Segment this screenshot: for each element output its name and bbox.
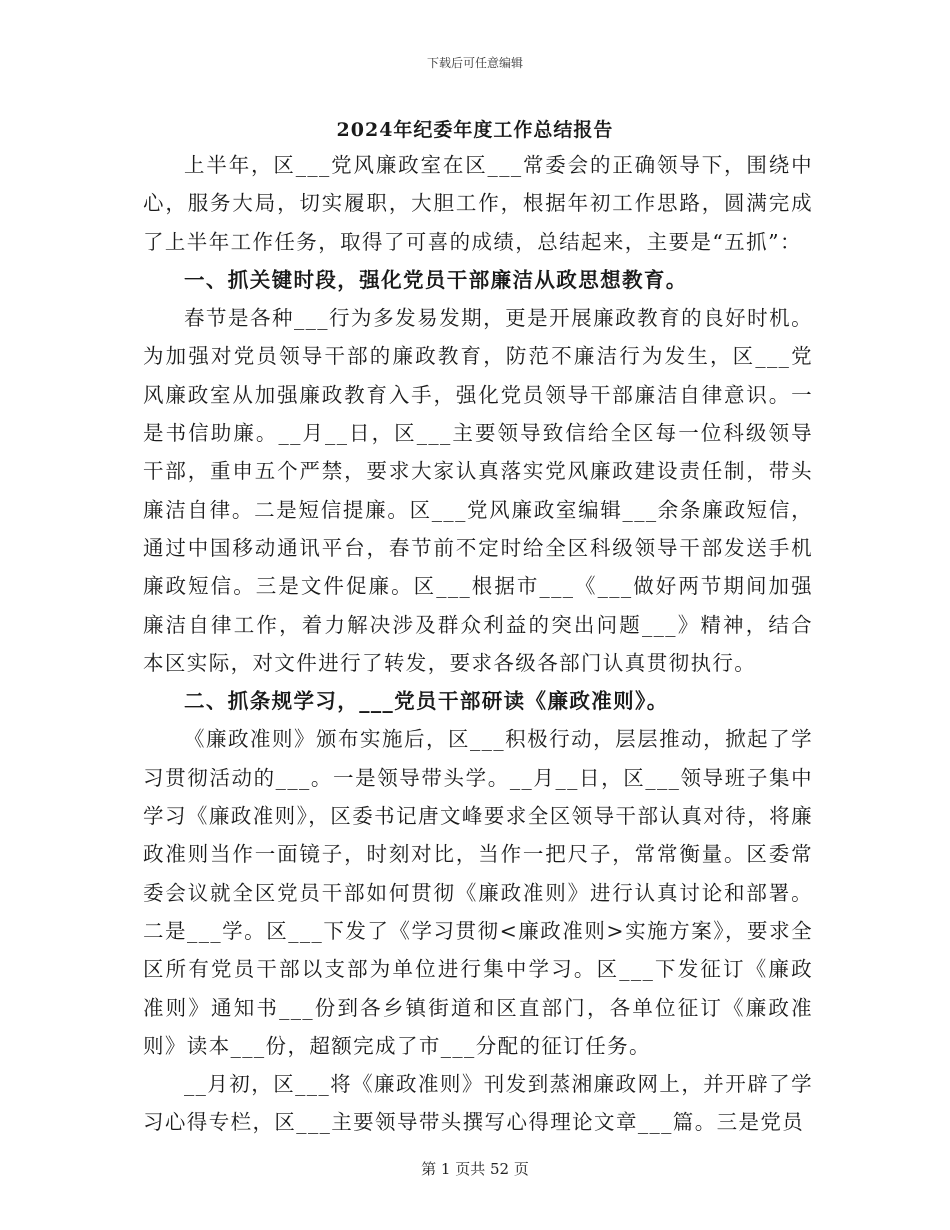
paragraph-section-2: 《廉政准则》颁布实施后，区___积极行动，层层推动，掀起了学习贯彻活动的___。一是领导带头学。__月__日，区___领导班子集中学习《廉政准则》，区委书记唐文峰要求全区领导干部认真对待，将廉政准则当作一面镜子，时刻对比，当作一把尺子，常常衡量。区委常委会议就全区党员干部如何贯彻《廉政准则》进行认真讨论和部署。二是___学。区___下发了《学习贯彻<廉政准则>实施方案》，要求全区所有党员干部以支部为单位进行集中学习。区___下发征订《廉政准则》通知书___份到各乡镇街道和区直部门，各单位征订《廉政准则》读本___份，超额完成了市___分配的征订任务。	[143, 727, 813, 1058]
page-header-note: 下载后可任意编辑	[426, 56, 523, 70]
section-heading-2: 二、抓条规学习，___党员干部研读《廉政准则》。	[184, 689, 669, 714]
section-heading-1: 一、抓关键时段，强化党员干部廉洁从政思想教育。	[184, 267, 688, 292]
paragraph-intro: 上半年，区___党风廉政室在区___常委会的正确领导下，围绕中心，服务大局，切实履职，大胆工作，根据年初工作思路，圆满完成了上半年工作任务，取得了可喜的成绩，总结起来，主要是“五抓”：	[143, 153, 813, 254]
document-body	[143, 146, 813, 1142]
page-footer-number: 第 1 页共 52 页	[421, 1160, 529, 1178]
document-title: 2024年纪委年度工作总结报告	[336, 119, 614, 141]
paragraph-section-1: 春节是各种___行为多发易发期，更是开展廉政教育的良好时机。为加强对党员领导干部的廉政教育，防范不廉洁行为发生，区___党风廉政室从加强廉政教育入手，强化党员领导干部廉洁自律意识。一是书信助廉。__月__日，区___主要领导致信给全区每一位科级领导干部，重申五个严禁，要求大家认真落实党风廉政建设责任制，带头廉洁自律。二是短信提廉。区___党风廉政室编辑___余条廉政短信，通过中国移动通讯平台，春节前不定时给全区科级领导干部发送手机廉政短信。三是文件促廉。区___根据市___《___做好两节期间加强廉洁自律工作，着力解决涉及群众利益的突出问题___》精神，结合本区实际，对文件进行了转发，要求各级各部门认真贯彻执行。	[143, 306, 813, 675]
paragraph-section-2-cont: __月初，区___将《廉政准则》刊发到蒸湘廉政网上，并开辟了学习心得专栏，区___主要领导带头撰写心得理论文章___篇。三是党员	[143, 1072, 813, 1135]
